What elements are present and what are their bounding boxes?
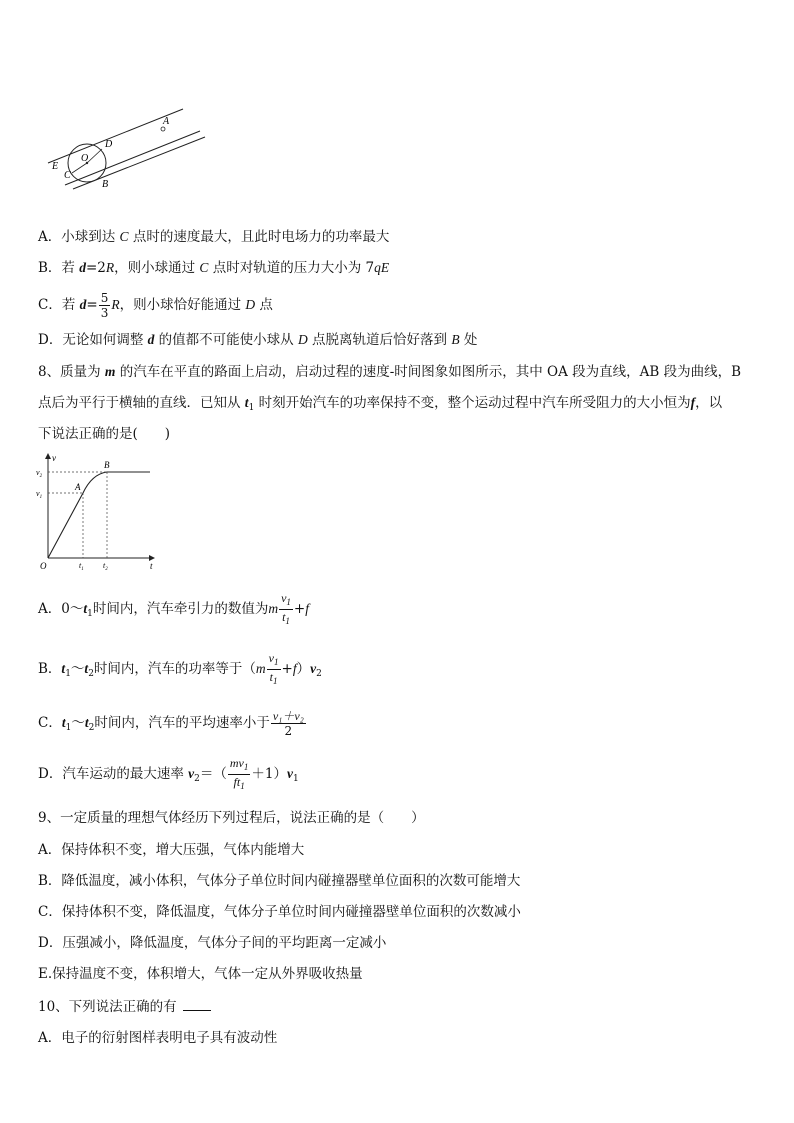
q8-option-d: D．汽车运动的最大速率 $v_2=$（ $\frac{mv_1}{ft_1}$ $+1)v_1$ bbox=[38, 756, 299, 791]
q9-option-e: E.保持温度不变，体积增大，气体一定从外界吸收热量 bbox=[38, 966, 363, 982]
t2-label: $t_2$ bbox=[103, 561, 108, 572]
q9-option-d: D．压强减小，降低温度，气体分子间的平均距离一定减小 bbox=[38, 935, 387, 951]
q9-option-c: C．保持体积不变，降低温度，气体分子单位时间内碰撞器壁单位面积的次数减小 bbox=[38, 904, 521, 920]
q8-option-c: C．$t_1\sim t_2$时间内，汽车的平均速率小于 $\frac{\text{v₁＋v₂}}{2}$ bbox=[38, 709, 304, 738]
label-o: O bbox=[81, 153, 89, 164]
label-b: B bbox=[102, 179, 109, 190]
q8-stem-line2: 点后为平行于横轴的直线．已知从 $t_1$ 时刻开始汽车的功率保持不变，整个运动过程中汽车所受阻力的大小恒为f，以 bbox=[38, 395, 723, 413]
label-e: E bbox=[52, 161, 59, 172]
q8-option-b: B．$t_1\sim t_2$时间内，汽车的功率等于（m $\frac{v_1}{t_1}$ $+f)v_2$ bbox=[38, 651, 322, 686]
q8-stem-line3: 下说法正确的是( ) bbox=[38, 426, 171, 442]
point-a-label: A bbox=[75, 482, 81, 492]
velocity-curve bbox=[48, 472, 150, 558]
q7-option-d: D．无论如何调整 d 的值都不可能使小球从 D 点脱离轨道后恰好落到 B 处 bbox=[38, 332, 478, 348]
label-a: A bbox=[163, 116, 170, 127]
q7-option-c: C．若 d= $\frac{5}{3}$ R，则小球恰好能通过 D 点 bbox=[38, 291, 273, 320]
label-c: C bbox=[64, 170, 71, 181]
answer-blank[interactable] bbox=[183, 998, 211, 1011]
t-axis-label: t bbox=[150, 561, 153, 571]
q7-option-a: A．小球到达 C 点时的速度最大，且此时电场力的功率最大 bbox=[38, 229, 390, 245]
q8-stem-line1: 8、质量为 m 的汽车在平直的路面上启动，启动过程的速度-时间图象如图所示，其中 OA 段为直线，AB 段为曲线，B bbox=[38, 364, 742, 380]
q10-stem: 10、下列说法正确的有 bbox=[38, 997, 211, 1017]
point-b-label: B bbox=[104, 460, 110, 470]
track-diagram bbox=[40, 105, 210, 195]
fraction-v1-t1-b: $\frac{v_1}{t_1}$ bbox=[268, 651, 279, 686]
t1-label: $t_1$ bbox=[79, 561, 84, 572]
fraction-mean-speed: $\frac{\text{v₁＋v₂}}{2}$ bbox=[272, 709, 304, 738]
v2-label: $v_2$ bbox=[36, 468, 43, 479]
q9-option-a: A．保持体积不变，增大压强，气体内能增大 bbox=[38, 842, 305, 858]
v1-label: $v_1$ bbox=[36, 489, 43, 500]
q10-option-a: A．电子的衍射图样表明电子具有波动性 bbox=[38, 1030, 278, 1046]
fraction-mv1-ft1: $\frac{mv_1}{ft_1}$ bbox=[229, 756, 249, 791]
fraction-five-thirds: $\frac{5}{3}$ bbox=[100, 291, 109, 320]
label-d: D bbox=[105, 139, 113, 150]
origin-label: O bbox=[40, 561, 47, 571]
q8-option-a: A．$0\sim t_1$时间内，汽车牵引力的数值为m $\frac{v_1}{t_1}$ +f bbox=[38, 591, 309, 626]
q7-option-b: B．若 d=2R，则小球通过 C 点时对轨道的压力大小为 7qE bbox=[38, 260, 390, 276]
q9-stem: 9、一定质量的理想气体经历下列过程后，说法正确的是（ ） bbox=[38, 810, 425, 826]
velocity-time-graph bbox=[36, 452, 161, 572]
v-axis-label: v bbox=[52, 453, 56, 463]
q9-option-b: B．降低温度，减小体积，气体分子单位时间内碰撞器壁单位面积的次数可能增大 bbox=[38, 873, 521, 889]
fraction-v1-t1: $\frac{v_1}{t_1}$ bbox=[281, 591, 291, 626]
